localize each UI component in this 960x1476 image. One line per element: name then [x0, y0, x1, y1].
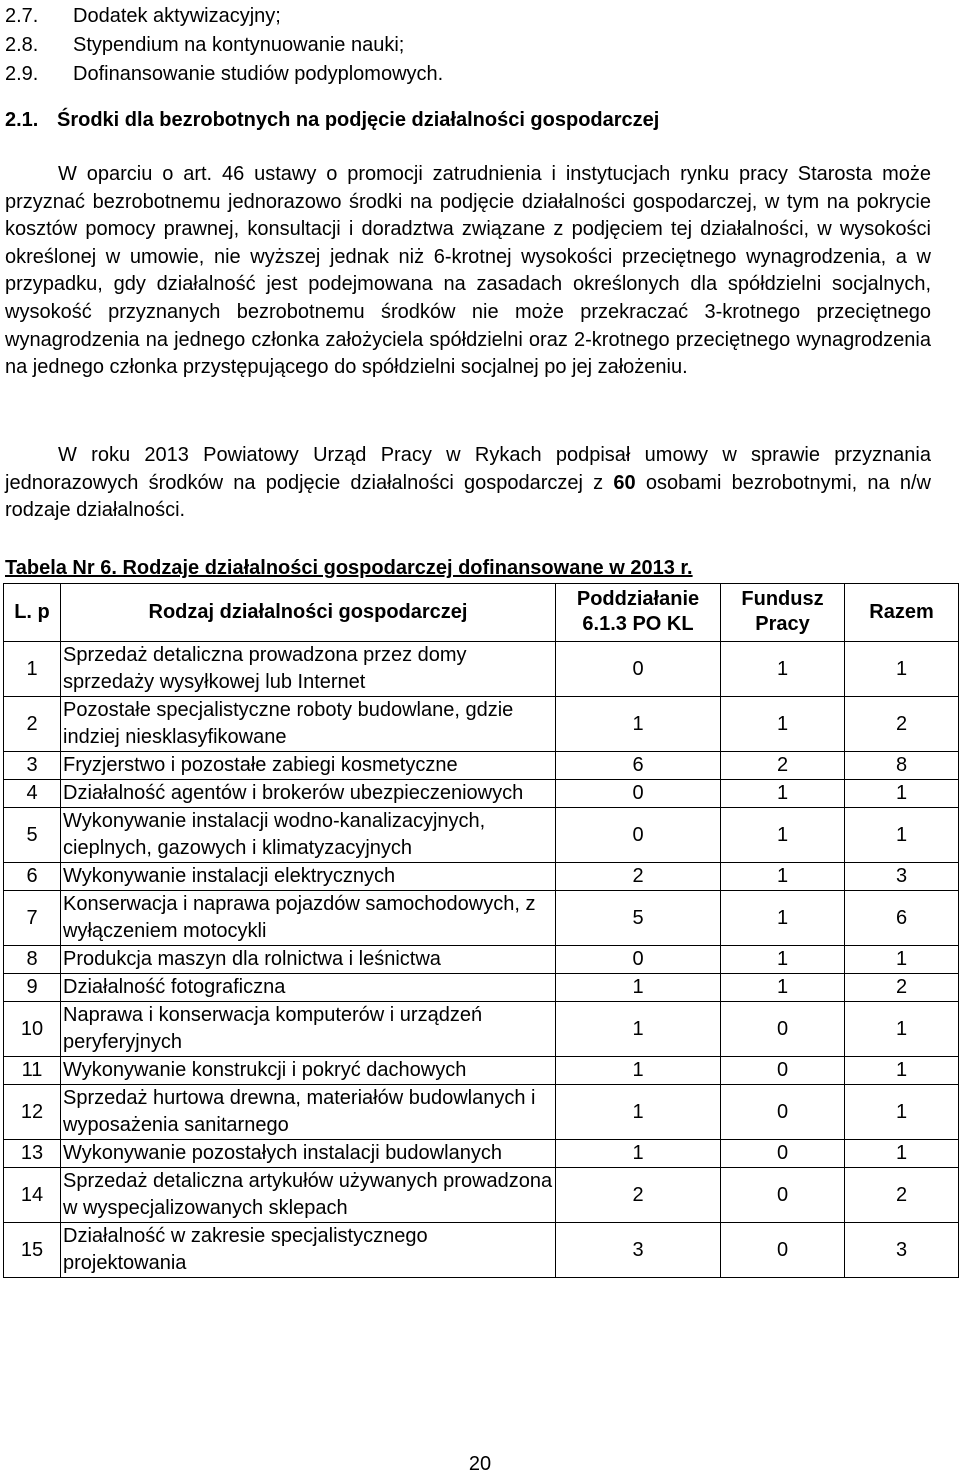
activity-name: Sprzedaż hurtowa drewna, materiałów budowlanych i wyposażenia sanitarnego: [61, 1085, 556, 1140]
total-count: 2: [845, 697, 959, 752]
activity-name: Działalność fotograficzna: [61, 974, 556, 1002]
subaction-count: 1: [556, 1002, 721, 1057]
activity-name: Fryzjerstwo i pozostałe zabiegi kosmetyczne: [61, 752, 556, 780]
labour-fund-count: 0: [721, 1140, 845, 1168]
table-header-row: [4, 584, 959, 642]
list-item-text: Dofinansowanie studiów podyplomowych.: [73, 63, 444, 85]
row-number: 1: [4, 642, 61, 697]
activity-name: Wykonywanie instalacji wodno-kanalizacyjnych, cieplnych, gazowych i klimatyzacyjnych: [61, 808, 556, 863]
paragraph-agreements-tail: osobami bezrobotnymi, na n/w rodzaje działalności.: [5, 471, 931, 522]
table-row: [4, 974, 959, 1002]
subaction-count: 2: [556, 863, 721, 891]
row-number: 5: [4, 808, 61, 863]
labour-fund-count: 2: [721, 752, 845, 780]
subaction-count: 1: [556, 974, 721, 1002]
list-item-text: Dodatek aktywizacyjny;: [73, 5, 281, 27]
activity-name: Wykonywanie konstrukcji i pokryć dachowych: [61, 1057, 556, 1085]
header-lp: L. p: [4, 584, 61, 642]
subaction-count: 0: [556, 642, 721, 697]
activity-name: Działalność agentów i brokerów ubezpieczeniowych: [61, 780, 556, 808]
numbered-list: [5, 2, 443, 89]
activity-name: Pozostałe specjalistyczne roboty budowlane, gdzie indziej niesklasyfikowane: [61, 697, 556, 752]
row-number: 15: [4, 1223, 61, 1278]
table-row: [4, 1223, 959, 1278]
total-count: 1: [845, 808, 959, 863]
table-row: [4, 1057, 959, 1085]
total-count: 2: [845, 1168, 959, 1223]
row-number: 10: [4, 1002, 61, 1057]
row-number: 13: [4, 1140, 61, 1168]
table-row: [4, 752, 959, 780]
beneficiary-count: 60: [613, 471, 636, 494]
subaction-count: 6: [556, 752, 721, 780]
table-row: [4, 642, 959, 697]
table-row: [4, 1002, 959, 1057]
row-number: 7: [4, 891, 61, 946]
section-title: Środki dla bezrobotnych na podjęcie działalności gospodarczej: [57, 109, 660, 131]
row-number: 4: [4, 780, 61, 808]
total-count: 8: [845, 752, 959, 780]
labour-fund-count: 1: [721, 891, 845, 946]
subaction-count: 0: [556, 808, 721, 863]
total-count: 1: [845, 1002, 959, 1057]
header-total: Razem: [845, 584, 959, 642]
labour-fund-count: 0: [721, 1223, 845, 1278]
table-row: [4, 946, 959, 974]
subaction-count: 2: [556, 1168, 721, 1223]
activity-name: Wykonywanie instalacji elektrycznych: [61, 863, 556, 891]
total-count: 1: [845, 780, 959, 808]
list-item: [5, 2, 443, 31]
paragraph-agreements-text: W roku 2013 Powiatowy Urząd Pracy w Rykach podpisał umowy w sprawie przyznania jednorazowych środków na podjęcie działalności gospodarczej z: [5, 444, 931, 494]
total-count: 2: [845, 974, 959, 1002]
table-row: [4, 697, 959, 752]
subaction-count: 0: [556, 946, 721, 974]
subaction-count: 1: [556, 1085, 721, 1140]
header-labour-fund: Fundusz Pracy: [721, 584, 845, 642]
section-heading: [5, 106, 659, 134]
activity-name: Działalność w zakresie specjalistycznego projektowania: [61, 1223, 556, 1278]
row-number: 2: [4, 697, 61, 752]
paragraph-legal-basis: W oparciu o art. 46 ustawy o promocji zatrudnienia i instytucjach rynku pracy Starosta może przyznać bezrobotnemu jednorazowo środki na podjęcie działalności gospodarczej, w tym na pokrycie kosztów pomocy prawnej, konsultacji i doradztwa związane z podjęciem tej działalności, w wysokości określonej w umowie, nie wyższej jednak niż 6-krotnej wysokości przeciętnego wynagrodzenia, a w przypadku, gdy działalność jest podejmowana na zasadach określonych dla spółdzielni socjalnych, wysokość przyznanych bezrobotnemu środków nie może przekraczać 3-krotnego przeciętnego wynagrodzenia na jednego członka założyciela spółdzielni oraz 2-krotnego przeciętnego wynagrodzenia na jednego członka przystępującego do spółdzielni socjalnej po jej założeniu.: [5, 163, 931, 379]
activities-table: [3, 583, 959, 1278]
row-number: 14: [4, 1168, 61, 1223]
total-count: 6: [845, 891, 959, 946]
list-item: [5, 60, 443, 89]
activity-name: Naprawa i konserwacja komputerów i urządzeń peryferyjnych: [61, 1002, 556, 1057]
list-item-number: 2.8.: [5, 34, 39, 56]
labour-fund-count: 1: [721, 863, 845, 891]
total-count: 1: [845, 946, 959, 974]
labour-fund-count: 1: [721, 697, 845, 752]
list-item: [5, 31, 443, 60]
total-count: 3: [845, 1223, 959, 1278]
table-row: [4, 891, 959, 946]
activity-name: Wykonywanie pozostałych instalacji budowlanych: [61, 1140, 556, 1168]
subaction-count: 1: [556, 1057, 721, 1085]
total-count: 1: [845, 1057, 959, 1085]
subaction-count: 3: [556, 1223, 721, 1278]
page-number: 20: [468, 1453, 492, 1475]
labour-fund-count: 0: [721, 1085, 845, 1140]
table-row: [4, 863, 959, 891]
activity-name: Konserwacja i naprawa pojazdów samochodowych, z wyłączeniem motocykli: [61, 891, 556, 946]
labour-fund-count: 0: [721, 1168, 845, 1223]
subaction-count: 1: [556, 697, 721, 752]
labour-fund-count: 1: [721, 642, 845, 697]
labour-fund-count: 0: [721, 1057, 845, 1085]
table-row: [4, 1140, 959, 1168]
table-row: [4, 780, 959, 808]
row-number: 3: [4, 752, 61, 780]
activity-name: Sprzedaż detaliczna artykułów używanych prowadzona w wyspecjalizowanych sklepach: [61, 1168, 556, 1223]
header-activity-type: Rodzaj działalności gospodarczej: [61, 584, 556, 642]
subaction-count: 0: [556, 780, 721, 808]
total-count: 1: [845, 1140, 959, 1168]
row-number: 12: [4, 1085, 61, 1140]
total-count: 1: [845, 642, 959, 697]
labour-fund-count: 0: [721, 1002, 845, 1057]
labour-fund-count: 1: [721, 808, 845, 863]
table-row: [4, 1085, 959, 1140]
row-number: 11: [4, 1057, 61, 1085]
subaction-count: 5: [556, 891, 721, 946]
section-number: 2.1.: [5, 109, 39, 131]
row-number: 9: [4, 974, 61, 1002]
table-caption: Tabela Nr 6. Rodzaje działalności gospodarczej dofinansowane w 2013 r.: [5, 557, 693, 579]
total-count: 1: [845, 1085, 959, 1140]
paragraph-agreements: [5, 442, 931, 525]
labour-fund-count: 1: [721, 780, 845, 808]
activity-name: Sprzedaż detaliczna prowadzona przez domy sprzedaży wysyłkowej lub Internet: [61, 642, 556, 697]
header-subaction: Poddziałanie 6.1.3 PO KL: [556, 584, 721, 642]
table-row: [4, 1168, 959, 1223]
row-number: 6: [4, 863, 61, 891]
list-item-number: 2.7.: [5, 5, 39, 27]
table-row: [4, 808, 959, 863]
activity-name: Produkcja maszyn dla rolnictwa i leśnictwa: [61, 946, 556, 974]
labour-fund-count: 1: [721, 946, 845, 974]
row-number: 8: [4, 946, 61, 974]
total-count: 3: [845, 863, 959, 891]
list-item-number: 2.9.: [5, 63, 39, 85]
list-item-text: Stypendium na kontynuowanie nauki;: [73, 34, 405, 56]
labour-fund-count: 1: [721, 974, 845, 1002]
subaction-count: 1: [556, 1140, 721, 1168]
